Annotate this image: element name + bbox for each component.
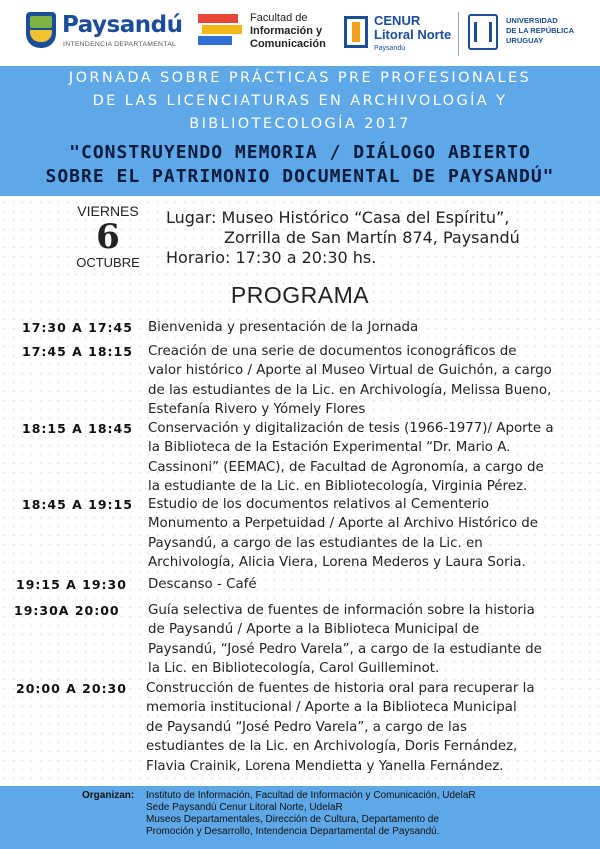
date-weekday: VIERNES — [77, 203, 139, 219]
schedule-time: 18:15 A 18:45 — [22, 421, 133, 436]
event-title-line-3: BIBLIOTECOLOGÍA 2017 — [189, 116, 411, 132]
university-building-icon — [468, 14, 498, 50]
date-month: OCTUBRE — [76, 255, 140, 270]
fic-line-3: Comunicación — [250, 38, 326, 50]
event-title-line-2: DE LAS LICENCIATURAS EN ARCHIVOLOGÍA Y — [92, 93, 508, 109]
schedule-description: Descanso - Café — [148, 577, 257, 592]
schedule-time: 19:15 A 19:30 — [16, 577, 127, 592]
udelar-line-2: DE LA REPÚBLICA — [506, 26, 575, 35]
fic-mark-icon — [198, 14, 242, 50]
fic-logo — [198, 10, 338, 56]
event-title-line-1: JORNADA SOBRE PRÁCTICAS PRE PROFESIONALES — [68, 70, 532, 86]
cenur-name — [374, 14, 451, 56]
schedule-time: 18:45 A 19:15 — [22, 497, 133, 512]
cenur-mark-icon — [344, 16, 368, 48]
fic-name — [250, 12, 326, 51]
program-title: PROGRAMA — [230, 282, 370, 308]
paysandu-logo — [26, 10, 186, 56]
paysandu-subtitle: INTENDENCIA DEPARTAMENTAL — [63, 41, 177, 48]
logos-bar — [0, 0, 600, 66]
cenur-logo — [344, 10, 454, 56]
schedule-description: Creación de una serie de documentos iconográficos de valor histórico / Aporte al Museo Virtual de Guichón, a cargo de las estudiantes de la Lic. en Archivología, Melissa Bueno, Estefanía Rivero y Yómely Flores — [148, 344, 552, 418]
schedule-description: Conservación y digitalización de tesis (1966-1977)/ Aporte a la Biblioteca de la Estación Experimental “Dr. Mario A. Cassinoni” (EEMAC), de Facultad de Agronomía, a cargo de la estudiante de la Lic. en Bibliotecología, Virginia Pérez. — [148, 421, 554, 495]
event-location-line-1: Lugar: Museo Histórico “Casa del Espíritu”, — [166, 208, 510, 227]
logo-divider — [458, 12, 459, 56]
schedule-time: 20:00 A 20:30 — [16, 681, 127, 696]
udelar-line-1: UNIVERSIDAD — [506, 16, 558, 25]
schedule-time: 17:45 A 18:15 — [22, 344, 133, 359]
organizers-text: Instituto de Información, Facultad de Información y Comunicación, UdelaR Sede Paysandú Cenur Litoral Norte, UdelaR Museos Departamentales, Dirección de Cultura, Departamento de Promoción y Desarrollo, Intendencia Departamental de Paysandú. — [146, 790, 476, 837]
paysandu-name: Paysandú — [62, 12, 183, 38]
schedule-description: Guía selectiva de fuentes de información sobre la historia de Paysandú / Aporte a la Biblioteca Municipal de Paysandú, “José Pedro Varela”, a cargo de la estudiante de la Lic. en Bibliotecología, Carol Guilleminot. — [148, 603, 542, 677]
organizers-label: Organizan: — [82, 790, 135, 801]
event-location-line-2: Zorrilla de San Martín 874, Paysandú — [224, 228, 520, 247]
schedule-description: Estudio de los documentos relativos al Cementerio Monumento a Perpetuidad / Aporte al Archivo Histórico de Paysandú, a cargo de las estudiantes de la Lic. en Archivología, Alicia Viera, Lorena Mederos y Laura Soria. — [148, 497, 539, 571]
schedule-description: Bienvenida y presentación de la Jornada — [148, 320, 419, 335]
date-day-number: 6 — [96, 217, 120, 257]
cenur-line-1: CENUR — [374, 13, 421, 28]
fic-line-2: Información y — [250, 25, 323, 37]
shield-icon — [26, 12, 56, 48]
title-banner — [0, 66, 600, 196]
event-subtitle-line-2: SOBRE EL PATRIMONIO DOCUMENTAL DE PAYSANDÚ" — [45, 166, 555, 187]
udelar-line-3: URUGUAY — [506, 36, 544, 45]
event-date — [70, 203, 146, 270]
schedule-time: 17:30 A 17:45 — [22, 320, 133, 335]
cenur-line-2: Litoral Norte — [374, 27, 452, 42]
udelar-logo — [468, 10, 588, 56]
fic-line-1: Facultad de — [250, 12, 308, 24]
schedule-description: Construcción de fuentes de historia oral para recuperar la memoria institucional / Aporte a la Biblioteca Municipal de Paysandú “José Pedro Varela”, a cargo de las estudiantes de la Lic. en Archivología, Doris Fernández, Flavia Crainik, Lorena Mendietta y Yanella Fernández. — [146, 681, 535, 774]
schedule-time: 19:30A 20:00 — [14, 603, 120, 618]
event-subtitle-line-1: "CONSTRUYENDO MEMORIA / DIÁLOGO ABIERTO — [69, 142, 531, 163]
event-hours: Horario: 17:30 a 20:30 hs. — [166, 248, 377, 267]
udelar-name — [506, 16, 574, 46]
cenur-line-3: Paysandú — [374, 45, 406, 52]
organizers-footer — [0, 786, 600, 849]
